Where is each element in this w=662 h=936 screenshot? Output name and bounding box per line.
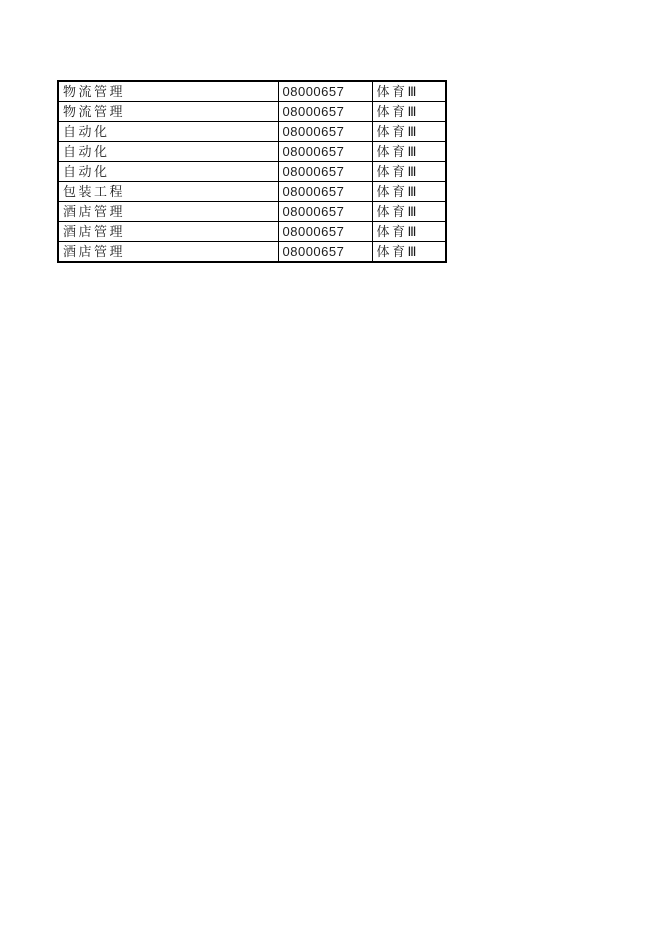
table-row [58, 162, 446, 182]
cell-major: 包装工程 [58, 182, 278, 202]
cell-major: 物流管理 [58, 81, 278, 102]
cell-course-code: 08000657 [278, 202, 372, 222]
cell-course-name: 体育Ⅲ [372, 182, 446, 202]
table-row [58, 142, 446, 162]
cell-course-code: 08000657 [278, 142, 372, 162]
table-row [58, 242, 446, 263]
table-row [58, 182, 446, 202]
course-table [57, 80, 447, 263]
cell-course-name: 体育Ⅲ [372, 81, 446, 102]
cell-course-code: 08000657 [278, 182, 372, 202]
table-row [58, 202, 446, 222]
table-row [58, 222, 446, 242]
cell-course-name: 体育Ⅲ [372, 202, 446, 222]
cell-course-code: 08000657 [278, 242, 372, 263]
cell-course-code: 08000657 [278, 81, 372, 102]
table-row [58, 102, 446, 122]
cell-course-code: 08000657 [278, 222, 372, 242]
cell-course-code: 08000657 [278, 102, 372, 122]
course-table-body [58, 81, 446, 262]
cell-major: 自动化 [58, 122, 278, 142]
cell-course-code: 08000657 [278, 162, 372, 182]
cell-major: 自动化 [58, 162, 278, 182]
cell-major: 酒店管理 [58, 222, 278, 242]
cell-course-name: 体育Ⅲ [372, 242, 446, 263]
cell-course-name: 体育Ⅲ [372, 142, 446, 162]
cell-course-code: 08000657 [278, 122, 372, 142]
cell-major: 物流管理 [58, 102, 278, 122]
table-row [58, 81, 446, 102]
cell-course-name: 体育Ⅲ [372, 222, 446, 242]
cell-course-name: 体育Ⅲ [372, 122, 446, 142]
cell-major: 酒店管理 [58, 202, 278, 222]
cell-major: 自动化 [58, 142, 278, 162]
cell-major: 酒店管理 [58, 242, 278, 263]
table-row [58, 122, 446, 142]
cell-course-name: 体育Ⅲ [372, 102, 446, 122]
cell-course-name: 体育Ⅲ [372, 162, 446, 182]
